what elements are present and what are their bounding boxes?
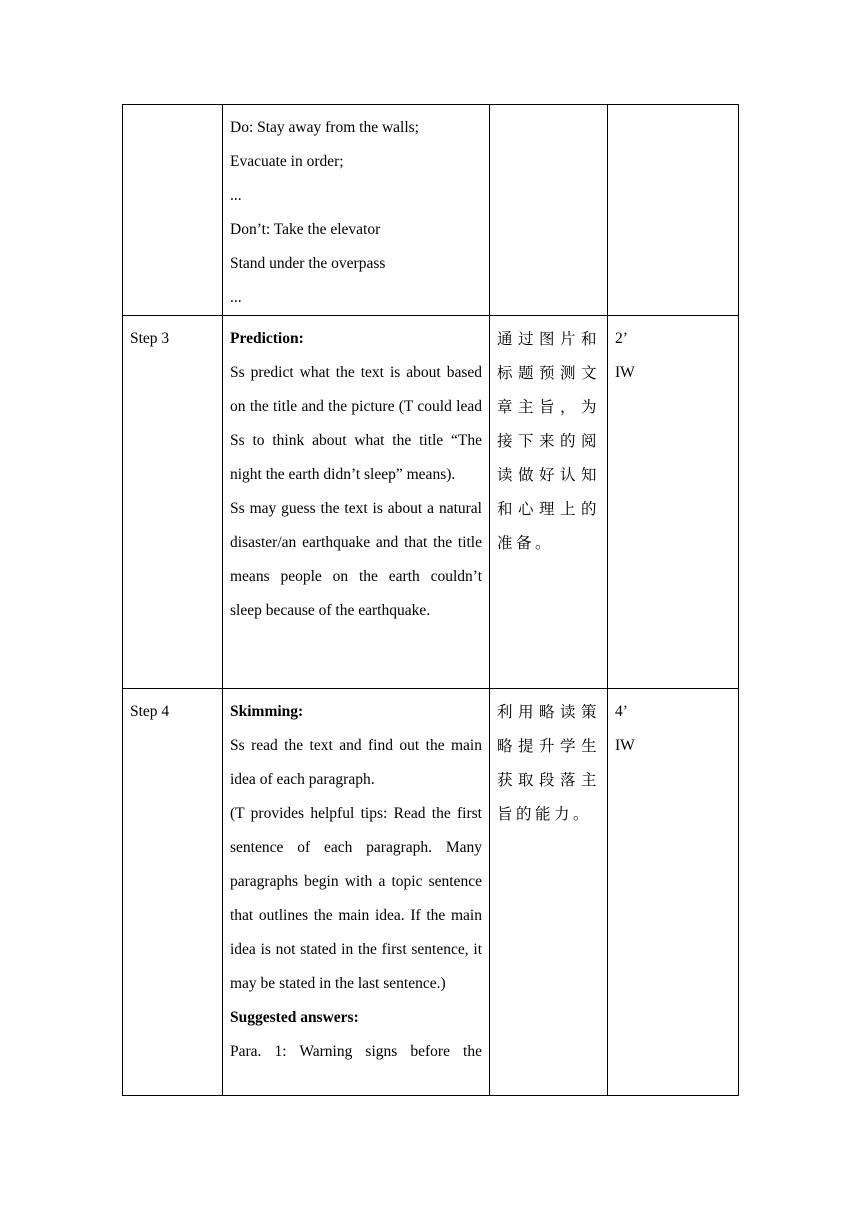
time-value: 2’ xyxy=(615,330,628,347)
time-mode-cell xyxy=(608,316,739,689)
purpose-text: 利用略读策略提升学生获取段落主旨的能力。 xyxy=(497,703,600,823)
paragraph: Para. 1: Warning signs before the xyxy=(230,1043,482,1060)
content-line: ... xyxy=(230,187,242,204)
mode-value: IW xyxy=(615,364,635,381)
activity-cell xyxy=(223,105,490,316)
paragraph: (T provides helpful tips: Read the first sentence of each paragraph. Many paragraphs begin with a topic sentence that outlines the main idea. If the main idea is not stated in the first sentence, it may be stated in the last sentence.) xyxy=(230,805,482,992)
lesson-plan-table xyxy=(122,104,739,1096)
step-cell: Step 3 xyxy=(123,316,223,689)
section-heading: Skimming: xyxy=(230,703,304,720)
paragraph: Ss predict what the text is about based on the title and the picture (T could lead Ss to think about what the title “The night the earth didn’t sleep” means). xyxy=(230,364,482,483)
content-line: ... xyxy=(230,289,242,306)
section-heading: Prediction: xyxy=(230,330,304,347)
step-cell xyxy=(123,105,223,316)
table-row xyxy=(123,105,739,316)
purpose-text: 通过图片和标题预测文章主旨，为接下来的阅读做好认知和心理上的准备。 xyxy=(497,330,600,552)
paragraph: Ss may guess the text is about a natural disaster/an earthquake and that the title means people on the earth couldn’t sleep because of the earthquake. xyxy=(230,500,482,619)
step-cell: Step 4 xyxy=(123,689,223,1096)
activity-cell xyxy=(223,689,490,1096)
purpose-cell xyxy=(490,316,608,689)
mode-value: IW xyxy=(615,737,635,754)
table-row xyxy=(123,316,739,689)
content-line: Stand under the overpass xyxy=(230,255,386,272)
time-mode-cell xyxy=(608,105,739,316)
content-line: Evacuate in order; xyxy=(230,153,344,170)
content-line: Do: Stay away from the walls; xyxy=(230,119,419,136)
purpose-cell xyxy=(490,105,608,316)
activity-cell xyxy=(223,316,490,689)
purpose-cell xyxy=(490,689,608,1096)
table-row xyxy=(123,689,739,1096)
paragraph: Ss read the text and find out the main idea of each paragraph. xyxy=(230,737,482,788)
time-value: 4’ xyxy=(615,703,628,720)
content-line: Don’t: Take the elevator xyxy=(230,221,381,238)
section-heading: Suggested answers: xyxy=(230,1009,359,1026)
time-mode-cell xyxy=(608,689,739,1096)
